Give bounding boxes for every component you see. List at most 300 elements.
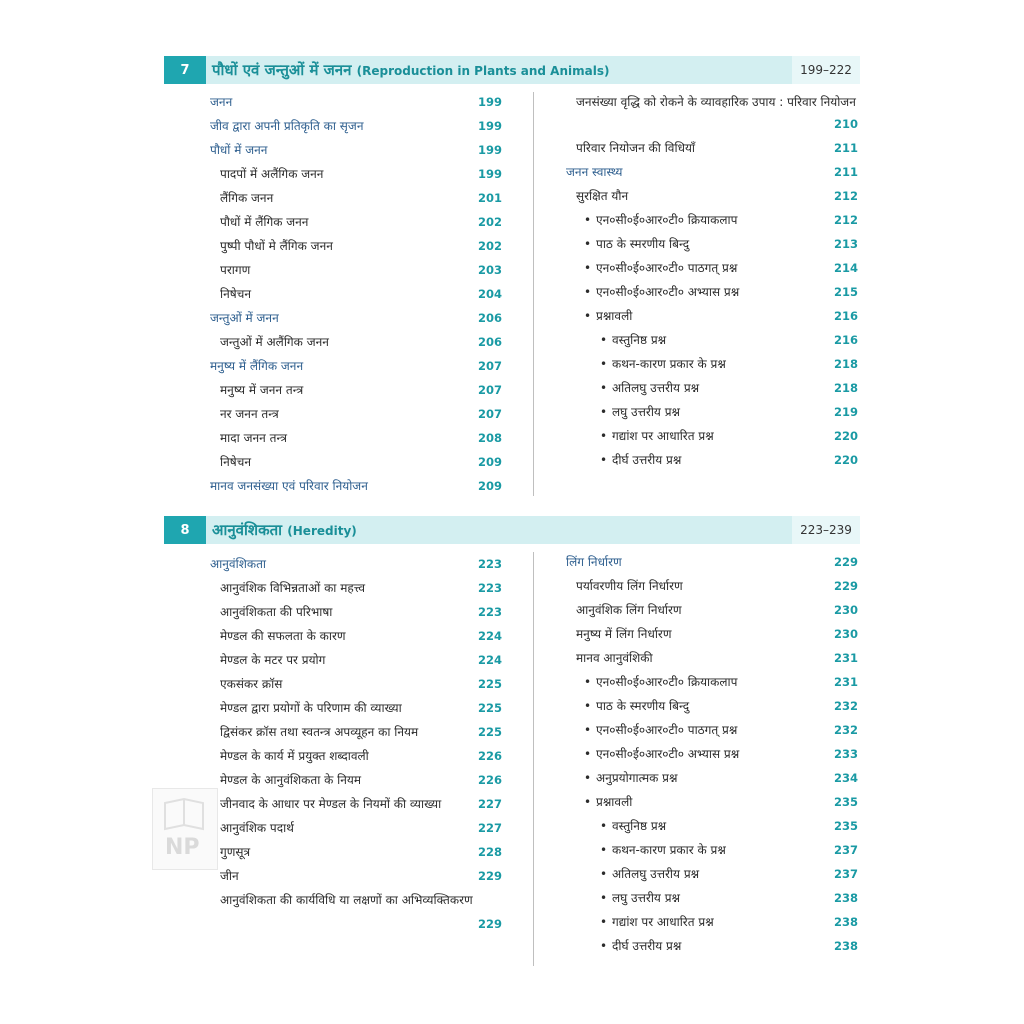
toc-entry [566, 574, 858, 598]
toc-entry-page: 199 [477, 167, 502, 181]
toc-entry [566, 448, 858, 472]
toc-entry [210, 138, 502, 162]
chapter-number: 7 [164, 56, 206, 84]
toc-entry [566, 256, 858, 280]
toc-entry-label [220, 378, 303, 402]
toc-entry-label [220, 768, 361, 792]
toc-entry-label [220, 402, 279, 426]
toc-entry-label [220, 450, 251, 474]
toc-entry-label [220, 864, 239, 888]
toc-entry-text: आनुवंशिक लिंग निर्धारण [576, 603, 682, 617]
toc-entry-page: 220 [833, 429, 858, 443]
toc-entry [566, 886, 858, 910]
toc-entry-page: 223 [477, 557, 502, 571]
toc-entry [566, 670, 858, 694]
toc-entry-label [600, 886, 680, 910]
toc-entry-text: जीन [220, 869, 239, 883]
toc-entry [210, 720, 502, 744]
toc-entry-label [220, 816, 294, 840]
toc-entry-page: 216 [833, 333, 858, 347]
chapter-number: 8 [164, 516, 206, 544]
chapter-title [212, 516, 357, 544]
toc-entry-label [210, 114, 363, 138]
toc-entry [566, 598, 858, 622]
toc-entry-label [566, 550, 622, 574]
toc-entry-page: 232 [833, 699, 858, 713]
toc-entry-page: 224 [477, 629, 502, 643]
toc-entry-label [220, 624, 346, 648]
toc-entry-label [576, 136, 695, 160]
toc-entry-text: मनुष्य में लैंगिक जनन [210, 359, 304, 373]
toc-entry-text: जन्तुओं में अलैंगिक जनन [220, 335, 329, 349]
toc-entry-page: 225 [477, 677, 502, 691]
toc-entry-text: जनन [210, 95, 233, 109]
toc-entry [210, 648, 502, 672]
toc-entry-text: एकसंकर क्रॉस [220, 677, 283, 691]
chapter-8-left-column [210, 552, 502, 936]
chapter-title-english: (Reproduction in Plants and Animals) [356, 64, 610, 78]
toc-entry-page: 235 [833, 795, 858, 809]
toc-entry [210, 816, 502, 840]
toc-entry-text: मनुष्य में लिंग निर्धारण [576, 627, 672, 641]
toc-entry [566, 646, 858, 670]
toc-entry-text: मानव आनुवंशिकी [576, 651, 653, 665]
toc-entry [210, 696, 502, 720]
toc-entry [210, 474, 502, 498]
watermark-text: NP [165, 835, 200, 860]
toc-entry [566, 766, 858, 790]
toc-entry [210, 672, 502, 696]
toc-entry-page: 227 [477, 797, 502, 811]
toc-entry-label [600, 862, 699, 886]
toc-entry [210, 306, 502, 330]
bullet-icon: • [584, 771, 592, 785]
toc-entry-label [584, 232, 689, 256]
toc-entry-page: 234 [833, 771, 858, 785]
chapter-7-header [164, 56, 860, 84]
toc-entry-label [210, 552, 266, 576]
toc-entry-page: 226 [477, 773, 502, 787]
toc-entry-text: एन०सी०ई०आर०टी० पाठगत् प्रश्न [596, 723, 738, 737]
toc-entry [566, 376, 858, 400]
toc-entry [566, 838, 858, 862]
toc-entry [566, 328, 858, 352]
bullet-icon: • [584, 699, 592, 713]
toc-entry-page: 231 [833, 651, 858, 665]
toc-entry-page: 207 [477, 383, 502, 397]
toc-entry [210, 114, 502, 138]
toc-entry-label [584, 304, 632, 328]
toc-entry [566, 790, 858, 814]
toc-entry-page: 233 [833, 747, 858, 761]
toc-entry-text: एन०सी०ई०आर०टी० अभ्यास प्रश्न [596, 285, 740, 299]
toc-entry-label [584, 256, 737, 280]
chapter-7-left-column [210, 90, 502, 498]
toc-entry-page: 238 [833, 939, 858, 953]
bullet-icon: • [584, 723, 592, 737]
toc-entry-page: 215 [833, 285, 858, 299]
toc-entry [210, 90, 502, 114]
toc-entry-text: एन०सी०ई०आर०टी० पाठगत् प्रश्न [596, 261, 738, 275]
toc-entry-label [220, 600, 332, 624]
bullet-icon: • [584, 747, 592, 761]
toc-entry-page: 199 [477, 95, 502, 109]
toc-entry-text: गुणसूत्र [220, 845, 251, 859]
chapter-8-right-column [566, 550, 858, 958]
toc-entry-text: एन०सी०ई०आर०टी० क्रियाकलाप [596, 675, 738, 689]
toc-entry-label [600, 934, 681, 958]
toc-entry [210, 600, 502, 624]
toc-entry-page: 214 [833, 261, 858, 275]
toc-entry-text: लघु उत्तरीय प्रश्न [612, 405, 681, 419]
toc-entry-page: 230 [833, 627, 858, 641]
toc-entry [566, 136, 858, 160]
toc-entry [210, 576, 502, 600]
toc-entry [210, 768, 502, 792]
toc-entry-text: अतिलघु उत्तरीय प्रश्न [612, 381, 700, 395]
toc-entry [210, 402, 502, 426]
toc-entry-text: मेण्डल के कार्य में प्रयुक्त शब्दावली [220, 749, 369, 763]
toc-entry-text: पादपों में अलैंगिक जनन [220, 167, 324, 181]
toc-entry [210, 378, 502, 402]
toc-entry [210, 792, 502, 816]
toc-entry-text: एन०सी०ई०आर०टी० क्रियाकलाप [596, 213, 738, 227]
book-icon [161, 795, 207, 835]
toc-entry [210, 450, 502, 474]
toc-entry-text: गद्यांश पर आधारित प्रश्न [612, 429, 714, 443]
toc-entry-label [600, 814, 666, 838]
toc-entry-page: 235 [833, 819, 858, 833]
toc-entry-page: 211 [833, 165, 858, 179]
toc-entry-label [220, 162, 323, 186]
toc-entry-page: 212 [833, 189, 858, 203]
toc-entry [566, 934, 858, 958]
toc-entry-label [600, 376, 699, 400]
toc-entry-page: 203 [477, 263, 502, 277]
toc-entry-page: 228 [477, 845, 502, 859]
toc-entry-page: 229 [477, 917, 502, 931]
toc-entry [566, 694, 858, 718]
bullet-icon: • [600, 915, 608, 929]
toc-entry-label [220, 720, 418, 744]
toc-entry-label [220, 282, 251, 306]
toc-entry-label [600, 352, 726, 376]
toc-entry-page: 207 [477, 359, 502, 373]
toc-entry-label [220, 186, 273, 210]
toc-entry-text: परागण [220, 263, 251, 277]
toc-entry-text: पुष्पी पौधों मे लैंगिक जनन [220, 239, 333, 253]
toc-entry-label [576, 574, 683, 598]
toc-entry-page: 232 [833, 723, 858, 737]
bullet-icon: • [600, 333, 608, 347]
chapter-title-hindi: आनुवंशिकता [212, 521, 283, 539]
bullet-icon: • [600, 357, 608, 371]
chapter-page-range: 199–222 [792, 56, 860, 84]
toc-entry-page: 225 [477, 701, 502, 715]
toc-entry-page: 223 [477, 605, 502, 619]
toc-entry-label [584, 280, 739, 304]
toc-entry-text: वस्तुनिष्ठ प्रश्न [612, 333, 667, 347]
toc-entry-text: मनुष्य में जनन तन्त्र [220, 383, 304, 397]
toc-entry-label [576, 184, 628, 208]
toc-entry-label [600, 910, 714, 934]
toc-entry-label [220, 792, 441, 816]
toc-entry-label [220, 744, 369, 768]
toc-entry-page: 206 [477, 335, 502, 349]
toc-entry-text: कथन-कारण प्रकार के प्रश्न [612, 357, 726, 371]
toc-entry [566, 352, 858, 376]
bullet-icon: • [600, 891, 608, 905]
toc-entry-text: निषेचन [220, 455, 251, 469]
toc-entry-page: 231 [833, 675, 858, 689]
chapter-7-right-column [566, 92, 858, 472]
toc-entry-page: 208 [477, 431, 502, 445]
toc-entry-text: पाठ के स्मरणीय बिन्दु [596, 699, 690, 713]
toc-entry [566, 232, 858, 256]
toc-entry-page: 229 [477, 869, 502, 883]
toc-entry-label [584, 208, 737, 232]
toc-entry-page: 218 [833, 357, 858, 371]
chapter-page-range: 223–239 [792, 516, 860, 544]
toc-entry-text: आनुवंशिकता की परिभाषा [220, 605, 333, 619]
toc-entry-label [584, 742, 739, 766]
toc-entry [566, 550, 858, 574]
toc-entry [210, 888, 502, 936]
bullet-icon: • [584, 213, 592, 227]
toc-entry [210, 210, 502, 234]
toc-entry-page: 230 [833, 603, 858, 617]
bullet-icon: • [584, 261, 592, 275]
toc-entry-label [220, 840, 250, 864]
toc-entry [566, 400, 858, 424]
toc-entry-page: 229 [833, 579, 858, 593]
toc-entry-text: अनुप्रयोगात्मक प्रश्न [596, 771, 678, 785]
toc-entry-text: दीर्घ उत्तरीय प्रश्न [612, 939, 682, 953]
toc-entry-text: जनसंख्या वृद्धि को रोकने के व्यावहारिक उपाय : परिवार नियोजन [576, 95, 856, 109]
toc-entry [566, 718, 858, 742]
toc-entry-page: 223 [477, 581, 502, 595]
toc-entry [566, 910, 858, 934]
toc-entry-label [576, 622, 672, 646]
toc-entry-text: द्विसंकर क्रॉस तथा स्वतन्त्र अपव्यूहन का नियम [220, 725, 419, 739]
toc-entry [210, 330, 502, 354]
toc-entry-label [220, 888, 473, 912]
toc-entry [210, 840, 502, 864]
toc-entry-label [584, 694, 689, 718]
toc-entry-label [576, 598, 682, 622]
toc-entry [566, 622, 858, 646]
toc-entry-label [220, 648, 325, 672]
toc-entry-label [600, 328, 666, 352]
toc-entry-label [584, 790, 632, 814]
toc-entry-label [566, 160, 623, 184]
toc-entry-page: 211 [833, 141, 858, 155]
toc-entry-page: 201 [477, 191, 502, 205]
toc-entry-text: निषेचन [220, 287, 251, 301]
toc-entry-text: आनुवंशिकता की कार्यविधि या लक्षणों का अभिव्यक्तिकरण [220, 893, 473, 907]
toc-entry-text: मादा जनन तन्त्र [220, 431, 287, 445]
toc-entry [210, 624, 502, 648]
toc-entry-text: प्रश्नावली [596, 795, 633, 809]
bullet-icon: • [600, 405, 608, 419]
toc-entry [566, 280, 858, 304]
toc-entry-page: 202 [477, 239, 502, 253]
toc-entry [566, 304, 858, 328]
toc-entry [210, 744, 502, 768]
toc-entry-page: 220 [833, 453, 858, 467]
bullet-icon: • [584, 285, 592, 299]
toc-entry-text: लैंगिक जनन [220, 191, 274, 205]
bullet-icon: • [584, 795, 592, 809]
column-divider [533, 92, 534, 496]
column-divider [533, 552, 534, 966]
toc-entry-label [210, 474, 368, 498]
toc-entry-label [220, 234, 333, 258]
toc-entry [210, 864, 502, 888]
toc-entry-label [220, 696, 402, 720]
toc-entry-text: वस्तुनिष्ठ प्रश्न [612, 819, 667, 833]
toc-entry-text: मेण्डल द्वारा प्रयोगों के परिणाम की व्याख्या [220, 701, 402, 715]
toc-entry-text: एन०सी०ई०आर०टी० अभ्यास प्रश्न [596, 747, 740, 761]
toc-entry-page: 216 [833, 309, 858, 323]
toc-entry-text: पाठ के स्मरणीय बिन्दु [596, 237, 690, 251]
toc-entry [210, 354, 502, 378]
toc-entry-page: 213 [833, 237, 858, 251]
toc-entry-text: जनन स्वास्थ्य [566, 165, 623, 179]
bullet-icon: • [584, 675, 592, 689]
toc-entry [210, 552, 502, 576]
toc-entry-text: अतिलघु उत्तरीय प्रश्न [612, 867, 700, 881]
toc-entry-label [220, 426, 287, 450]
toc-entry-page: 238 [833, 915, 858, 929]
toc-entry [566, 742, 858, 766]
toc-entry [566, 92, 858, 136]
bullet-icon: • [600, 843, 608, 857]
publisher-watermark-logo [152, 788, 218, 870]
toc-entry-label [220, 210, 308, 234]
chapter-title [212, 56, 609, 84]
toc-entry-page: 227 [477, 821, 502, 835]
toc-entry-label [600, 838, 726, 862]
toc-entry-page: 212 [833, 213, 858, 227]
toc-entry-page: 210 [833, 117, 858, 131]
toc-entry [210, 162, 502, 186]
toc-entry-text: मेण्डल के मटर पर प्रयोग [220, 653, 326, 667]
toc-entry-label [584, 718, 737, 742]
bullet-icon: • [600, 867, 608, 881]
bullet-icon: • [600, 429, 608, 443]
toc-entry-text: कथन-कारण प्रकार के प्रश्न [612, 843, 726, 857]
toc-entry [566, 184, 858, 208]
toc-entry-text: नर जनन तन्त्र [220, 407, 279, 421]
toc-entry-text: आनुवंशिक विभिन्नताओं का महत्त्व [220, 581, 366, 595]
toc-entry-text: पर्यावरणीय लिंग निर्धारण [576, 579, 683, 593]
toc-entry-label [576, 646, 653, 670]
chapter-title-hindi: पौधों एवं जन्तुओं में जनन [212, 61, 352, 79]
toc-entry-text: मेण्डल के आनुवंशिकता के नियम [220, 773, 362, 787]
toc-entry [566, 862, 858, 886]
toc-entry-page: 224 [477, 653, 502, 667]
toc-entry-text: सुरक्षित यौन [576, 189, 629, 203]
toc-entry-label [220, 672, 282, 696]
toc-entry [566, 208, 858, 232]
chapter-title-english: (Heredity) [287, 524, 357, 538]
toc-entry-page: 199 [477, 143, 502, 157]
bullet-icon: • [600, 819, 608, 833]
toc-entry-page: 204 [477, 287, 502, 301]
toc-entry-label [600, 400, 680, 424]
toc-entry-page: 209 [477, 455, 502, 469]
toc-entry-label [220, 258, 250, 282]
toc-entry-text: प्रश्नावली [596, 309, 633, 323]
toc-entry-page: 218 [833, 381, 858, 395]
toc-entry-page: 238 [833, 891, 858, 905]
bullet-icon: • [584, 309, 592, 323]
toc-entry-text: पौधों में जनन [210, 143, 268, 157]
toc-entry-page: 226 [477, 749, 502, 763]
toc-entry [566, 424, 858, 448]
chapter-8-header [164, 516, 860, 544]
toc-entry [210, 234, 502, 258]
toc-entry [566, 814, 858, 838]
toc-entry-label [210, 138, 267, 162]
toc-entry-page: 202 [477, 215, 502, 229]
toc-entry-label [220, 576, 365, 600]
bullet-icon: • [600, 381, 608, 395]
toc-entry-text: आनुवंशिक पदार्थ [220, 821, 294, 835]
bullet-icon: • [600, 939, 608, 953]
toc-entry-text: परिवार नियोजन की विधियाँ [576, 141, 696, 155]
toc-entry-label [576, 92, 866, 112]
toc-entry [210, 186, 502, 210]
toc-entry-label [584, 670, 737, 694]
bullet-icon: • [584, 237, 592, 251]
toc-entry-text: जीनवाद के आधार पर मेण्डल के नियमों की व्याख्या [220, 797, 442, 811]
toc-entry [210, 258, 502, 282]
toc-entry-page: 219 [833, 405, 858, 419]
toc-entry-label [220, 330, 329, 354]
toc-entry-page: 225 [477, 725, 502, 739]
toc-entry-text: गद्यांश पर आधारित प्रश्न [612, 915, 714, 929]
bullet-icon: • [600, 453, 608, 467]
toc-entry-page: 237 [833, 867, 858, 881]
toc-entry-page: 229 [833, 555, 858, 569]
toc-entry-page: 199 [477, 119, 502, 133]
toc-entry-page: 209 [477, 479, 502, 493]
toc-entry-label [210, 354, 303, 378]
toc-entry-text: जन्तुओं में जनन [210, 311, 279, 325]
toc-entry-text: लिंग निर्धारण [566, 555, 622, 569]
toc-entry-label [210, 306, 279, 330]
toc-entry-page: 207 [477, 407, 502, 421]
toc-entry-label [210, 90, 232, 114]
toc-entry-text: लघु उत्तरीय प्रश्न [612, 891, 681, 905]
toc-entry-label [584, 766, 677, 790]
toc-entry-label [600, 424, 714, 448]
toc-entry-page: 206 [477, 311, 502, 325]
toc-entry-text: जीव द्वारा अपनी प्रतिकृति का सृजन [210, 119, 364, 133]
toc-entry-page: 237 [833, 843, 858, 857]
toc-entry-text: पौधों में लैंगिक जनन [220, 215, 309, 229]
toc-entry-text: मानव जनसंख्या एवं परिवार नियोजन [210, 479, 368, 493]
toc-entry-text: आनुवंशिकता [210, 557, 267, 571]
toc-entry-text: मेण्डल की सफलता के कारण [220, 629, 346, 643]
toc-entry [210, 426, 502, 450]
toc-entry [566, 160, 858, 184]
toc-entry-text: दीर्घ उत्तरीय प्रश्न [612, 453, 682, 467]
toc-entry-label [600, 448, 681, 472]
toc-entry [210, 282, 502, 306]
